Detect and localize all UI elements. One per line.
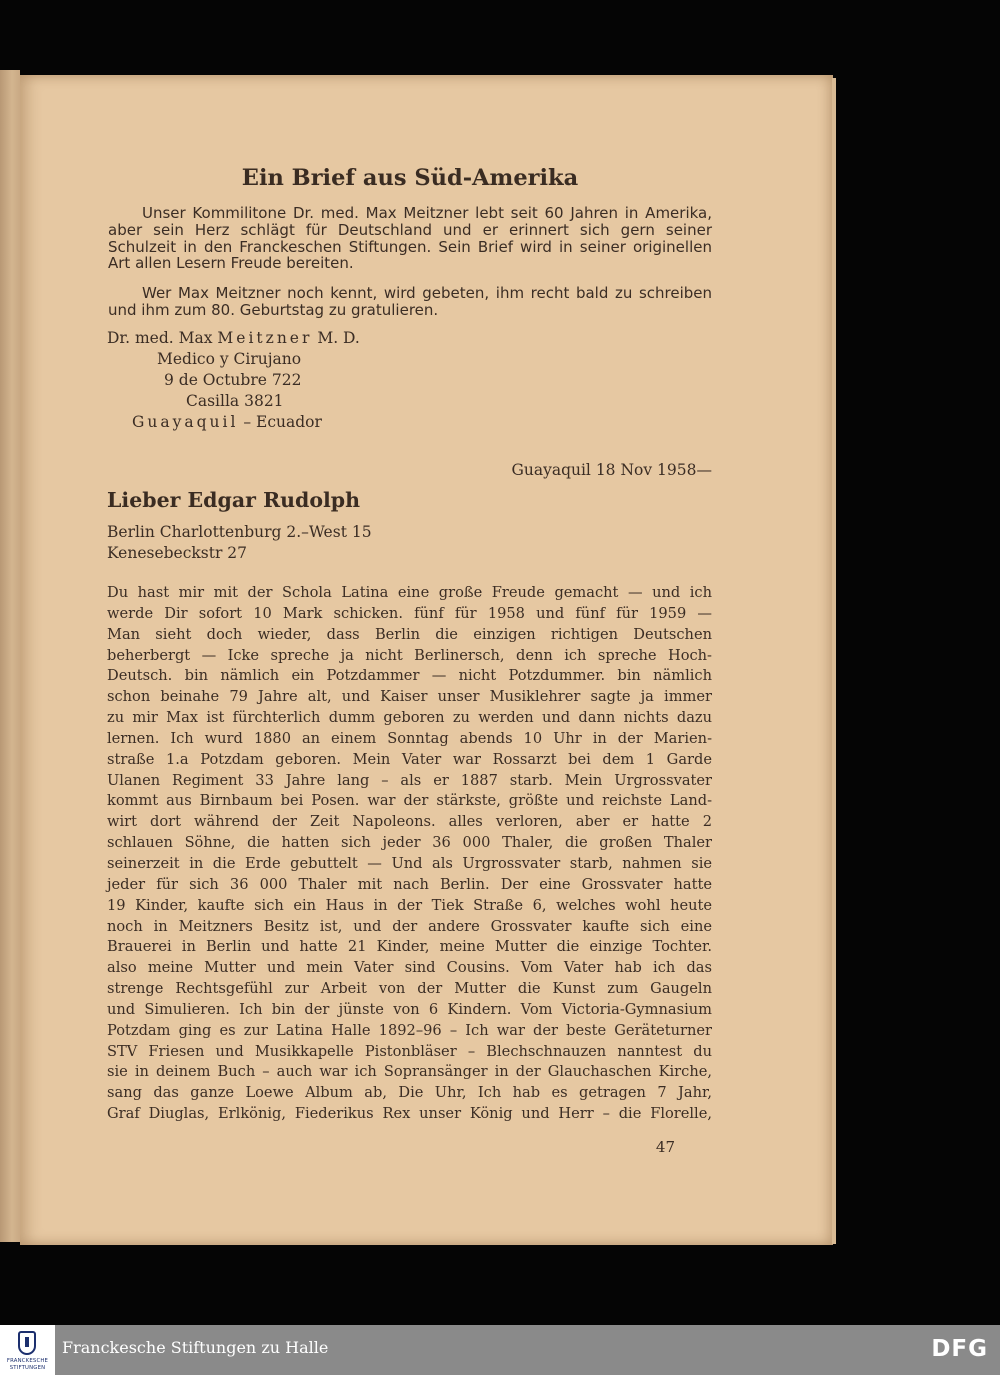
sender-name-line: Dr. med. Max Meitzner M. D. [107,329,360,347]
page-edge [832,78,836,1244]
recipient-address-line-2: Kenesebeckstr 27 [107,544,248,562]
letter-line: jeder für sich 36 000 Thaler mit nach Berlin. Der eine Grossvater hatte [107,875,712,893]
shield-icon [18,1331,36,1355]
intro-paragraph-1: Unser Kommilitone Dr. med. Max Meitzner lebt seit 60 Jahren in Amerika, aber sein Herz schlägt für Deutschland und er erinnert sich gern seiner Schulzeit in den Franckeschen Stiftungen. Sein Brief wird in seiner originellen Art allen Lesern Freude bereiten. [108,204,712,273]
letter-line: seinerzeit in die Erde gebuttelt — Und als Urgrossvater starb, nahmen sie [107,854,712,872]
letter-line: Brauerei in Berlin und hatte 21 Kinder, meine Mutter die einzige Tochter. [107,938,712,956]
letter-line: Potzdam ging es zur Latina Halle 1892–96 – Ich war der beste Geräteturner [107,1021,712,1039]
page-number: 47 [655,1138,675,1156]
letter-body [107,583,712,1125]
dfg-logo[interactable]: DFG [931,1336,988,1362]
letter-line: kommt aus Birnbaum bei Posen. war der stärkste, größte und reichste Land- [107,792,712,810]
facing-page-edge [0,70,20,1242]
letter-line: 19 Kinder, kaufte sich ein Haus in der Tiek Straße 6, welches wohl heute [107,896,712,914]
recipient-address-line-1: Berlin Charlottenburg 2.–West 15 [107,523,372,541]
logo-text: FRANCKESCHE STIFTUNGEN [6,1358,49,1371]
letter-line: zu mir Max ist fürchterlich dumm geboren zu werden und dann nichts dazu [107,709,712,727]
footer-bar [0,1325,1000,1375]
letter-line: und Simulieren. Ich bin der jünste von 6 Kindern. Vom Victoria-Gymnasium [107,1000,712,1018]
letter-line: wirt dort während der Zeit Napoleons. alles verloren, aber er hatte 2 [107,813,712,831]
institution-name[interactable]: Franckesche Stiftungen zu Halle [62,1338,329,1357]
letter-line: noch in Meitzners Besitz ist, und der andere Grossvater kaufte sich eine [107,917,712,935]
letter-line: schlauen Söhne, die hatten sich jeder 36 000 Thaler, die großen Thaler [107,834,712,852]
sender-profession: Medico y Cirujano [157,350,302,368]
letter-line: straße 1.a Potzdam geboren. Mein Vater war Rossarzt bei dem 1 Garde [107,750,712,768]
letter-line: strenge Rechtsgefühl zur Arbeit von der Mutter die Kunst zum Gaugeln [107,980,712,998]
sender-box: Casilla 3821 [186,392,284,410]
letter-line: beherbergt — Icke spreche ja nicht Berlinersch, denn ich spreche Hoch- [107,646,712,664]
letter-line: STV Friesen und Musikkapelle Pistonbläser – Blechschnauzen nanntest du [107,1042,712,1060]
letter-line: Du hast mir mit der Schola Latina eine große Freude gemacht — und ich [107,584,712,601]
institution-logo[interactable] [0,1325,55,1375]
letter-line: schon beinahe 79 Jahre alt, und Kaiser unser Musiklehrer sagte ja immer [107,688,712,706]
letter-line: Deutsch. bin nämlich ein Potzdammer — nicht Potzdummer. bin nämlich [107,667,712,685]
letter-line: sang das ganze Loewe Album ab, Die Uhr, Ich hab es getragen 7 Jahr, [107,1084,712,1102]
article-title: Ein Brief aus Süd-Amerika [241,165,579,191]
letter-line: werde Dir sofort 10 Mark schicken. fünf für 1958 und fünf für 1959 — [107,604,712,622]
sender-city-line: Guayaquil – Ecuador [132,413,322,431]
letter-line: Man sieht doch wieder, dass Berlin die einzigen richtigen Deutschen [107,625,712,643]
letter-line: lernen. Ich wurd 1880 an einem Sonntag abends 10 Uhr in der Marien- [107,729,712,747]
letter-line: sie in deinem Buch – auch war ich Sopransänger in der Glauchaschen Kirche, [107,1063,712,1081]
letter-line: Graf Diuglas, Erlkönig, Fiederikus Rex unser König und Herr – die Florelle, [107,1105,712,1123]
letter-line: also meine Mutter und mein Vater sind Cousins. Vom Vater hab ich das [107,959,712,977]
intro-paragraph-2: Wer Max Meitzner noch kennt, wird gebeten, ihm recht bald zu schreiben und ihm zum 80. Geburtstag zu gratulieren. [108,284,712,319]
letter-line: Ulanen Regiment 33 Jahre lang – als er 1887 starb. Mein Urgrossvater [107,771,712,789]
letter-greeting: Lieber Edgar Rudolph [107,488,361,512]
letter-place-date: Guayaquil 18 Nov 1958— [511,461,712,479]
sender-street: 9 de Octubre 722 [164,371,302,389]
